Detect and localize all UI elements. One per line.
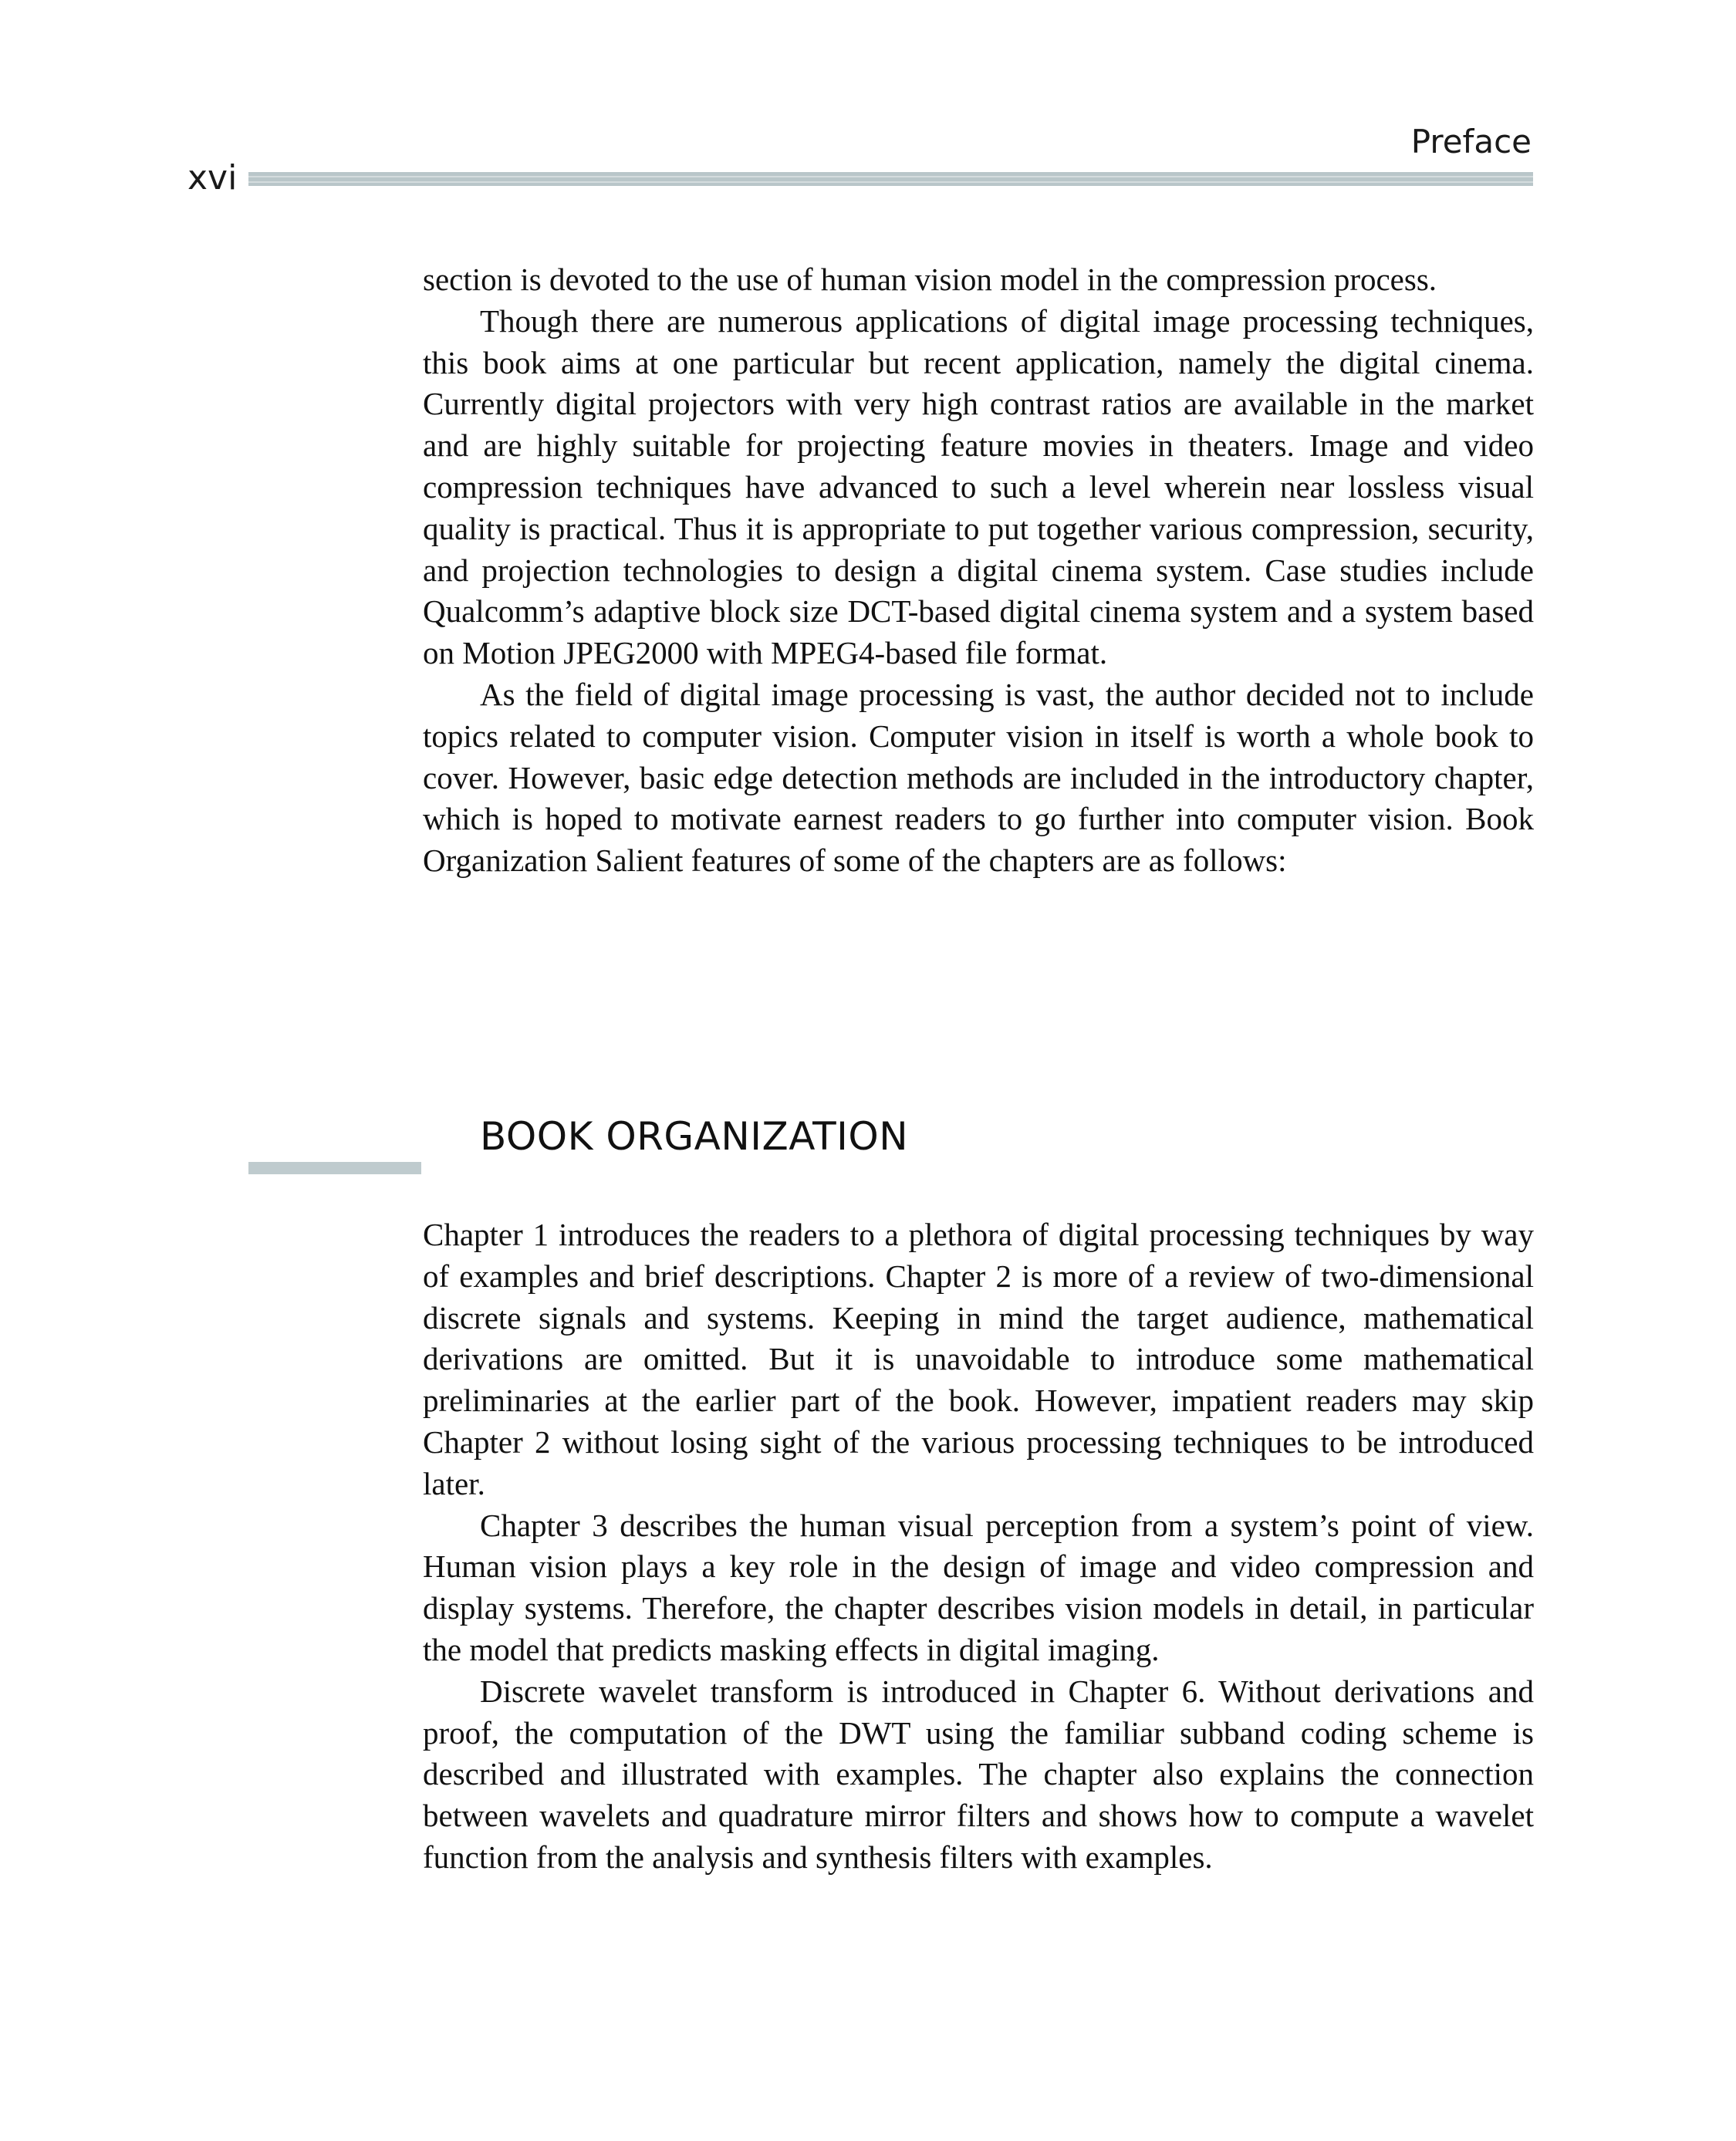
paragraph: Discrete wavelet transform is introduced in Chapter 6. Without derivations and proof, the computation of the DWT using the familiar subband coding scheme is described and illustrated with examples. The chapter also explains the connection between wavelets and quadrature mirror filters and shows how to compute a wavelet function from the analysis and synthesis filters with examples. [423,1673,1534,1875]
section-heading: BOOK ORGANIZATION [480,1114,909,1159]
body-text-section [423,1214,1534,1879]
paragraph: Though there are numerous applications of digital image processing techniques, this book aims at one particular but recent application, namely the digital cinema. Currently digital projectors with very high contrast ratios are available in the market and are highly suitable for projecting feature movies in theaters. Image and video compression techniques have advanced to such a level wherein near lossless visual quality is practical. Thus it is appropriate to put together various compression, security, and projection technologies to design a digital cinema system. Case studies include Qualcomm’s adaptive block size DCT-based digital cinema system and a system based on Motion JPEG2000 with MPEG4-based file format. [423,302,1534,671]
paragraph: Chapter 3 describes the human visual perception from a system’s point of view. Human vision plays a key role in the design of image and video compression and display systems. Therefore, the chapter describes vision models in detail, in particular the model that predicts masking effects in digital imaging. [423,1507,1534,1667]
page-number: xvi [187,158,238,198]
running-header-title: Preface [1410,123,1532,160]
paragraph: As the field of digital image processing is vast, the author decided not to include topics related to computer vision. Computer vision in itself is worth a whole book to cover. However, basic edge detection methods are included in the introductory chapter, which is hoped to motivate earnest readers to go further into computer vision. Book Organization Salient features of some of the chapters are as follows: [423,676,1534,879]
header-rule [248,172,1533,186]
body-text-top [423,259,1534,882]
paragraph: section is devoted to the use of human vision model in the compression process. [423,262,1437,297]
paragraph: Chapter 1 introduces the readers to a plethora of digital processing techniques by way of examples and brief descriptions. Chapter 2 is more of a review of two-dimensional discrete signals and systems. Keeping in mind the target audience, mathematical derivations are omitted. But it is unavoidable to introduce some mathematical preliminaries at the earlier part of the book. However, impatient readers may skip Chapter 2 without losing sight of the various processing techniques to be introduced later. [423,1217,1534,1501]
section-rule [248,1162,421,1174]
